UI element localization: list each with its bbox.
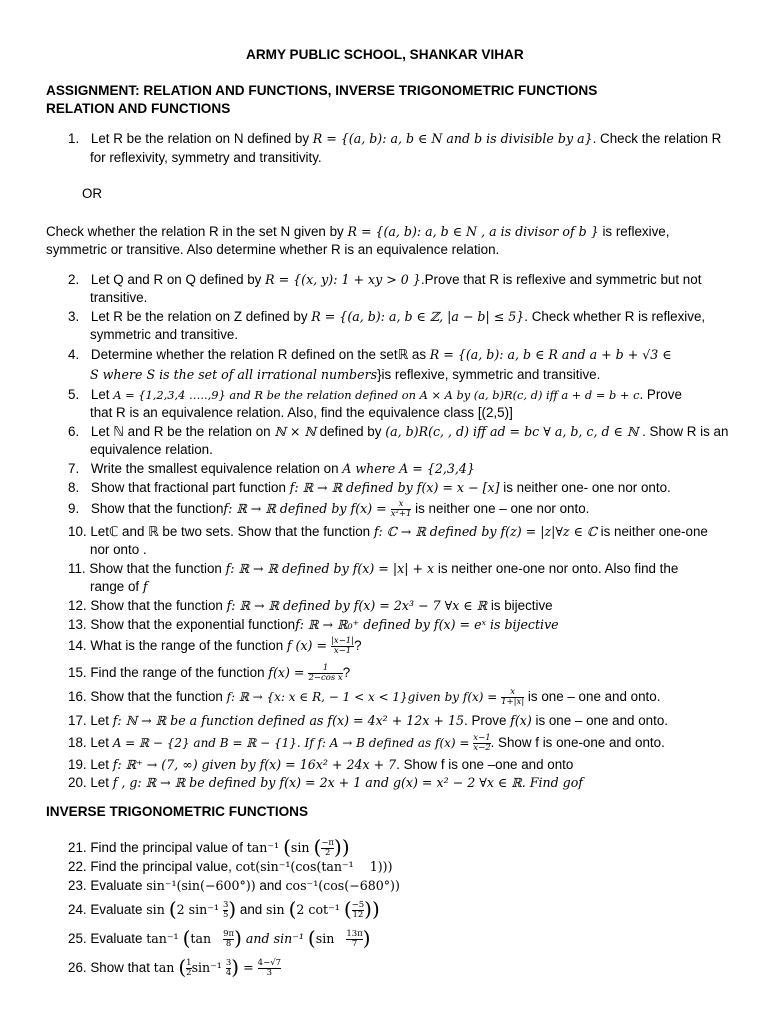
question-text: Find the principal value of [90, 840, 247, 855]
paren: )) [364, 897, 380, 921]
question-3 [68, 308, 705, 326]
math-expression: R = {(a, b): a, b ∈ N and b is divisible by a} [312, 131, 593, 146]
question-number: 20. [68, 775, 87, 790]
math-expression: sin [265, 902, 289, 917]
question-text: . Prove [464, 713, 511, 728]
math-expression: R = {(x, y): 1 + xy > 0 } [265, 272, 421, 287]
math-expression: A where A = {2,3,4} [342, 461, 475, 476]
fraction-denominator: 3 [266, 967, 273, 978]
fraction-numerator: 9π [223, 928, 235, 939]
fraction-numerator: −π [321, 837, 335, 848]
question-text: Let [90, 713, 113, 728]
question-number: 10. [68, 524, 87, 539]
math-expression: f(x) [510, 713, 532, 728]
paren: ( [283, 835, 291, 859]
question-number: 16. [68, 689, 87, 705]
question-1-continued: for reflexivity, symmetry and transitivity. [90, 150, 322, 165]
question-text: is bijective [487, 598, 553, 613]
fraction [501, 688, 524, 707]
fraction [331, 637, 354, 656]
fraction-numerator: −5 [351, 899, 365, 910]
question-text: Let Q and R on Q defined by [90, 272, 266, 287]
fraction-denominator: 2−cos x [308, 673, 343, 683]
fraction [473, 734, 490, 753]
question-11-continued [90, 578, 148, 596]
question-number: 21. [68, 840, 87, 855]
question-23 [68, 877, 400, 895]
question-number: 7. [68, 461, 80, 476]
math-expression: sin [146, 902, 169, 917]
fraction-numerator: 3 [222, 899, 229, 910]
question-text: is neither one-one [596, 524, 708, 539]
question-11 [68, 560, 678, 578]
question-24 [68, 898, 380, 921]
question-6-continued: equivalence relation. [90, 442, 213, 457]
fraction [346, 930, 362, 949]
math-expression: R = {(a, b): a, b ∈ R and a + b + √3 ∈ [429, 347, 672, 362]
paren: )) [334, 835, 350, 859]
fraction-numerator: 3 [225, 957, 232, 968]
question-7 [68, 460, 475, 478]
question-15 [68, 664, 350, 683]
question-19 [68, 756, 573, 774]
question-text: Check whether the relation R in the set N given by [46, 224, 348, 239]
question-5 [68, 386, 682, 404]
question-text: is one – one and onto. [524, 689, 661, 705]
question-2 [68, 271, 701, 289]
paren: ( [307, 926, 316, 950]
math-expression: f [142, 579, 148, 594]
math-expression: cot(sin⁻¹(cos(tan⁻¹ 1))) [235, 859, 393, 874]
math-expression: f: ℝ → ℝ defined by f(x) = |x| + x [225, 561, 435, 576]
question-text: is neither one- one nor onto. [499, 480, 671, 495]
question-text: Show that [90, 960, 154, 975]
question-1-alternative [46, 223, 669, 241]
math-expression: f , g: ℝ → ℝ be defined by f(x) = 2x + 1 and g(x) = x² − 2 ∀x ∈ ℝ. Find gof [112, 775, 583, 790]
question-25 [68, 927, 371, 950]
question-text: Let [90, 757, 113, 772]
math-expression: tan⁻¹ [146, 931, 183, 946]
question-number: 18. [68, 735, 87, 751]
question-text: is one – one and onto. [531, 713, 668, 728]
question-text: Determine whether the relation R defined on the set [90, 347, 398, 362]
question-16 [68, 688, 660, 707]
question-number: 11. [68, 561, 86, 576]
math-expression: cos⁻¹(cos(−680°)) [285, 878, 400, 893]
fraction [308, 664, 342, 683]
math-expression: (a, b)R(c, , d) iff ad = bc ∀ a, b, c, d ∈ ℕ [385, 424, 639, 439]
fraction-numerator: x−1 [473, 733, 491, 743]
question-number: 3. [68, 309, 80, 324]
question-text: is reflexive, [598, 224, 670, 239]
question-number: 4. [68, 347, 80, 362]
question-number: 22. [68, 859, 87, 874]
question-text: . Check whether R is reflexive, [524, 309, 706, 324]
paren: ( [178, 955, 187, 979]
question-text: Let [90, 775, 113, 790]
question-text: range of [90, 579, 143, 594]
paren: ) [234, 926, 242, 950]
math-expression: f: ℝ → ℝ defined by f(x) = x − [x] [289, 480, 500, 495]
question-1-alternative-continued: symmetric or transitive. Also determine whether R is an equivalence relation. [46, 242, 500, 257]
math-expression: f(x) = [268, 665, 309, 681]
paren: ( [288, 897, 297, 921]
question-number: 24. [68, 902, 87, 917]
question-17 [68, 712, 668, 730]
question-10-continued: nor onto . [90, 542, 147, 557]
question-2-continued: transitive. [90, 290, 148, 305]
question-text: .Prove that R is reflexive and symmetric but not [420, 272, 702, 287]
question-text: Let R be the relation on N defined by [90, 131, 313, 146]
question-4-continued [90, 366, 600, 384]
math-expression: and sin⁻¹ [241, 931, 308, 946]
question-text: and [236, 902, 266, 917]
question-text: Show that the exponential function [90, 617, 296, 632]
question-12 [68, 597, 553, 615]
question-text: defined by [315, 424, 386, 439]
math-expression: 2 cot⁻¹ [296, 902, 344, 917]
question-text: Evaluate [90, 878, 147, 893]
question-26 [68, 956, 281, 979]
question-text: Let [90, 387, 114, 402]
question-text: ℝ [397, 347, 409, 362]
fraction-numerator: 4−√7 [257, 957, 282, 968]
paren: ( [182, 926, 191, 950]
question-text: is neither one-one nor onto. Also find the [434, 561, 679, 576]
question-text: . Check the relation R [592, 131, 722, 146]
fraction-denominator: 12 [352, 909, 364, 920]
question-number: 26. [68, 960, 87, 975]
question-14 [68, 637, 362, 656]
question-text: Evaluate [90, 931, 147, 946]
question-text: . Show f is one –one and onto [396, 757, 574, 772]
question-number: 2. [68, 272, 80, 287]
math-expression: sin⁻¹ [191, 960, 226, 975]
fraction-numerator: x [391, 500, 412, 510]
question-text: What is the range of the function [90, 638, 287, 654]
question-number: 13. [68, 617, 87, 632]
paren: ) [231, 955, 240, 979]
math-expression: f: ℝ → {x: x ∈ R, − 1 < x < 1}given by f(x) = [226, 690, 502, 705]
fraction [258, 959, 281, 978]
question-3-continued: symmetric and transitive. [90, 327, 239, 342]
paren: ) [362, 926, 371, 950]
math-expression: f: ℝ → ℝ₀⁺ defined by f(x) = eˣ is bijective [295, 617, 559, 632]
fraction-denominator: 4 [225, 967, 232, 978]
fraction [352, 901, 365, 920]
question-number: 19. [68, 757, 87, 772]
math-expression: f: ℝ⁺ → (7, ∞) given by f(x) = 16x² + 24x + 7 [112, 757, 397, 772]
question-text: ? [354, 638, 362, 654]
question-4 [68, 346, 672, 364]
question-text: . Show R is an [638, 424, 729, 439]
question-number: 8. [68, 480, 80, 495]
math-expression: f: ℝ → ℝ defined by f(x) = [223, 501, 391, 517]
question-21 [68, 836, 350, 859]
fraction-denominator: 1+|x| [501, 697, 525, 707]
fraction-denominator: 7 [351, 938, 358, 949]
fraction-numerator: x [501, 688, 524, 698]
math-expression: sin [290, 840, 314, 855]
fraction-numerator: 1 [308, 664, 342, 674]
question-text: . Show f is one-one and onto. [490, 735, 665, 751]
fraction [223, 930, 234, 949]
math-expression: A = {1,2,3,4 …..,9} and R be the relation defined on A × A by (a, b)R(c, d) iff a + d = b + c [113, 388, 640, 402]
question-text: Show that fractional part function [90, 480, 290, 495]
section-heading-relations: RELATION AND FUNCTIONS [46, 101, 231, 116]
question-text: and [255, 878, 286, 893]
question-10 [68, 523, 708, 541]
math-expression: tan [190, 931, 224, 946]
math-expression: 2 sin⁻¹ [176, 902, 223, 917]
question-5-continued: that R is an equivalence relation. Also, find the equivalence class [(2,5)] [90, 405, 513, 420]
question-number: 23. [68, 878, 87, 893]
question-number: 6. [68, 424, 80, 439]
question-text: Show that the function [89, 561, 226, 576]
fraction-denominator: 2 [324, 847, 331, 858]
question-text: is neither one – one nor onto. [411, 501, 590, 517]
question-number: 9. [68, 501, 80, 517]
math-expression: tan [153, 960, 179, 975]
question-text: Show that the function [90, 501, 224, 517]
question-6 [68, 423, 728, 441]
question-number: 14. [68, 638, 87, 654]
math-expression: tan⁻¹ [246, 840, 284, 855]
school-title: ARMY PUBLIC SCHOOL, SHANKAR VIHAR [246, 47, 524, 62]
question-20 [68, 774, 583, 792]
fraction-denominator: x²+1 [390, 509, 412, 519]
question-8 [68, 479, 671, 497]
math-expression: R = {(a, b): a, b ∈ N , a is divisor of b } [347, 224, 599, 239]
paren: ( [343, 897, 352, 921]
fraction-denominator: x−2 [473, 743, 491, 753]
question-text: Let ℕ and R be the relation on [90, 424, 275, 439]
math-expression: ℕ × ℕ [274, 424, 316, 439]
question-13 [68, 616, 559, 634]
question-22 [68, 858, 393, 876]
question-number: 1. [68, 131, 80, 146]
question-9 [68, 500, 589, 519]
fraction-denominator: 5 [222, 909, 229, 920]
paren: ) [228, 897, 237, 921]
math-expression: = [239, 960, 258, 975]
or-separator: OR [82, 186, 103, 201]
fraction [321, 839, 334, 858]
question-text: as [408, 347, 430, 362]
question-text: . Prove [639, 387, 682, 402]
fraction-numerator: 1 [186, 957, 192, 968]
fraction [391, 500, 412, 519]
math-expression: f: ℝ → ℝ defined by f(x) = 2x³ − 7 ∀x ∈ ℝ [226, 598, 488, 613]
question-text: }is reflexive, symmetric and transitive. [377, 367, 601, 382]
question-text: ? [342, 665, 351, 681]
question-number: 5. [68, 387, 80, 402]
section-heading-inverse-trig: INVERSE TRIGONOMETRIC FUNCTIONS [46, 804, 309, 819]
question-number: 17. [68, 713, 87, 728]
question-text: Let R be the relation on Z defined by [90, 309, 312, 324]
question-number: 15. [68, 665, 87, 681]
question-text: Letℂ and ℝ be two sets. Show that the function [90, 524, 374, 539]
math-expression: f: ℂ → ℝ defined by f(z) = |z|∀z ∈ ℂ [373, 524, 597, 539]
question-text: Find the range of the function [90, 665, 269, 681]
math-expression: f (x) = [286, 638, 332, 654]
question-18 [68, 734, 665, 753]
fraction-denominator: 2 [186, 967, 192, 978]
math-expression: sin⁻¹(sin(−600°)) [146, 878, 256, 893]
question-1 [68, 130, 721, 148]
math-expression: S where S is the set of all irrational numbers [90, 367, 378, 382]
question-number: 25. [68, 931, 87, 946]
paren: ( [168, 897, 177, 921]
question-number: 12. [68, 598, 87, 613]
fraction-denominator: 8 [225, 938, 232, 949]
question-text: Write the smallest equivalence relation on [90, 461, 343, 476]
question-text: Let [90, 735, 113, 751]
assignment-heading: ASSIGNMENT: RELATION AND FUNCTIONS, INVERSE TRIGONOMETRIC FUNCTIONS [46, 83, 598, 98]
math-expression: sin [315, 931, 347, 946]
fraction-numerator: 13π [346, 928, 363, 939]
math-expression: A = ℝ − {2} and B = ℝ − {1}. If f: A → B defined as f(x) = [112, 736, 474, 751]
math-expression: f: ℕ → ℝ be a function defined as f(x) = 4x² + 12x + 15 [112, 713, 464, 728]
question-text: Evaluate [90, 902, 147, 917]
fraction-denominator: x−1 [333, 646, 352, 656]
question-text: Find the principal value, [90, 859, 236, 874]
question-text: Show that the function [90, 598, 227, 613]
fraction-numerator: |x−1| [331, 636, 355, 646]
paren: ( [313, 835, 322, 859]
math-expression: R = {(a, b): a, b ∈ ℤ, |a − b| ≤ 5} [311, 309, 525, 324]
question-text: Show that the function [90, 689, 227, 705]
